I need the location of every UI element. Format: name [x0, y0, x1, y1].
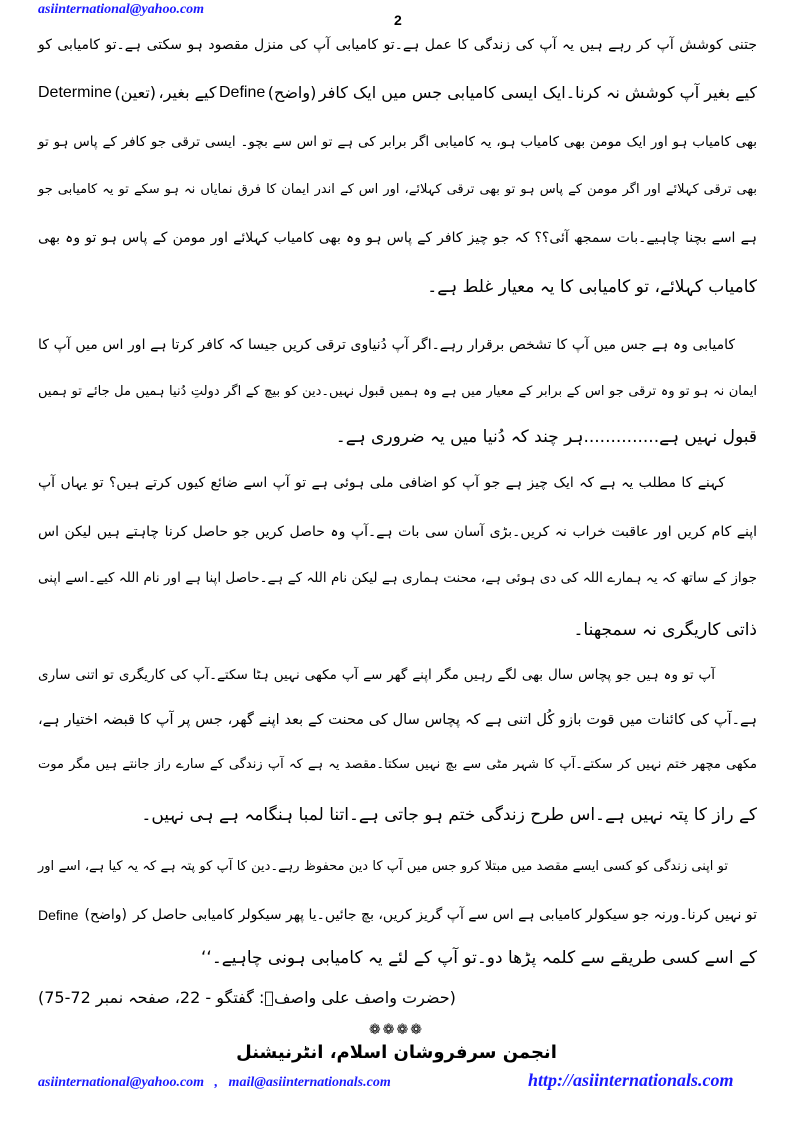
text-line: کامیابی وہ ہے جس میں آپ کا تشخص برقرار رہے۔اگر آپ دُنیاوی ترقی کریں جیسا کہ کافر کرتا ہے اور اس میں آپ کا [38, 337, 735, 353]
header-email-link[interactable]: asiinternational@yahoo.com [38, 2, 205, 17]
text-line: اپنے کام کریں اور عاقبت خراب نہ کریں۔بڑی آسان سی بات ہے۔آپ وہ حاصل کریں جو حاصل کرنا چاہتے ہیں لیکن اس [38, 524, 757, 540]
text-line: تو اپنی زندگی کو کسی ایسے مقصد میں مبتلا کرو جس میں آپ کا دین محفوظ رہے۔دین کا آپ کو پتہ ہے کہ یہ کیا ہے، اسے اور [38, 859, 728, 874]
text-line: جواز کے ساتھ کہ یہ ہمارے اللہ کی دی ہوئی ہے، محنت ہماری ہے لیکن نام اللہ کے ہے۔حاصل اپنا ہے اور نام اللہ کیے۔اسے اپنی [38, 570, 757, 586]
text-segment: (تعین) [114, 83, 157, 102]
text-line [38, 78, 757, 108]
text-segment: (واضح) [84, 907, 127, 923]
footer-website-link[interactable]: http://asiinternationals.com [528, 1070, 734, 1090]
text-line [38, 900, 757, 930]
text-line: جتنی کوشش آپ کر رہے ہیں یہ آپ کی زندگی کا عمل ہے۔تو کامیابی آپ کی منزل مقصود ہو سکتی ہے۔تو کامیابی کو [38, 37, 757, 53]
text-line: کہنے کا مطلب یہ ہے کہ ایک چیز ہے جو آپ کو اضافی ملی ہوئی ہے تو آپ اسے ضائع کیوں کرتے ہیں؟ تو یہاں آپ [38, 475, 725, 491]
organization-name: انجمن سرفروشان اسلام، انٹرنیشنل [236, 1042, 557, 1063]
footer-emails-link[interactable]: asiinternational@yahoo.com , mail@asiinternationals.com [38, 1075, 391, 1090]
text-line: ہے۔آپ کی کائنات میں قوت بازو کُل اتنی ہے کہ پچاس سال کی محنت کے بعد اپنے گھر، جس پر آپ کا قبضہ اختیار ہے، [38, 712, 757, 728]
text-line: بھی کامیاب ہو اور ایک مومن بھی کامیاب ہو، یہ کامیابی اگر برابر کی ہے تو اس سے بچو۔ ایسی ترقی جو کافر کے پاس ہو تو [38, 134, 757, 150]
text-segment: تو نہیں کرنا۔ورنہ جو سیکولر کامیابی ہے اس سے آپ گریز کریں، بچ جائیں۔یا پھر سیکولر کامیابی حاصل کر [133, 907, 757, 923]
text-line: ہے اسے بچنا چاہیے۔بات سمجھ آئی؟؟ کہ جو چیز کافر کے پاس ہو وہ بھی کامیاب کہلائے اور مومن کے پاس ہو تو وہ بھی [38, 230, 757, 246]
text-line: ایمان نہ ہو تو وہ ترقی جو اس کے برابر کے معیار میں ہے وہ ہمیں قبول نہیں۔دین کو بیچ کے اگر دولتِ دُنیا ہمیں مل جائے تو ہمیں [38, 384, 757, 399]
text-line: آپ تو وہ ہیں جو پچاس سال بھی لگے رہیں مگر اپنے گھر سے آپ مکھی نہیں ہٹا سکتے۔آپ کی کاریگری تو اتنی ساری [38, 667, 715, 683]
text-segment: کیے بغیر، [158, 83, 217, 102]
text-segment: Define [38, 907, 79, 923]
text-line: کے اسے کسی طریقے سے کلمہ پڑھا دو۔تو آپ کے لئے یہ کامیابی ہونی چاہیے۔‘‘ [201, 948, 757, 968]
text-line: ذاتی کاریگری نہ سمجھنا۔ [573, 620, 757, 640]
text-line: کامیاب کہلائے، تو کامیابی کا یہ معیار غلط ہے۔ [427, 277, 757, 297]
text-line: قبول نہیں ہے..............ہر چند کہ دُنیا میں یہ ضروری ہے۔ [335, 427, 757, 447]
ornament-stars-icon: ❁❁❁❁ [369, 1022, 424, 1038]
text-line: بھی ترقی کہلائے اور اگر مومن کے پاس ہو تو بھی ترقی کہلائے، اور اس کے اندر ایمان کا فرق نمایاں نہ ہو سکے تو یہ کامیابی جو [38, 182, 757, 197]
text-line: مکھی مچھر ختم نہیں کر سکتے۔آپ کا شہر مٹی سے بچ نہیں سکتا۔مقصد یہ ہے کہ آپ زندگی کے سارے راز جانتے ہیں مگر موت [38, 757, 757, 772]
page-number: 2 [394, 12, 402, 28]
text-line: کے راز کا پتہ نہیں ہے۔اس طرح زندگی ختم ہو جاتی ہے۔اتنا لمبا ہنگامہ ہے ہی نہیں۔ [141, 805, 757, 825]
text-segment: Determine [38, 84, 112, 101]
text-segment: کیے بغیر آپ کوشش نہ کرنا۔ایک ایسی کامیابی جس میں ایک کافر [318, 83, 757, 102]
text-segment: (واضح) [267, 83, 317, 102]
citation: (حضرت واصف علی واصفؒ: گفتگو - 22، صفحہ نمبر 72-75) [38, 988, 456, 1007]
text-segment: Define [218, 84, 266, 101]
